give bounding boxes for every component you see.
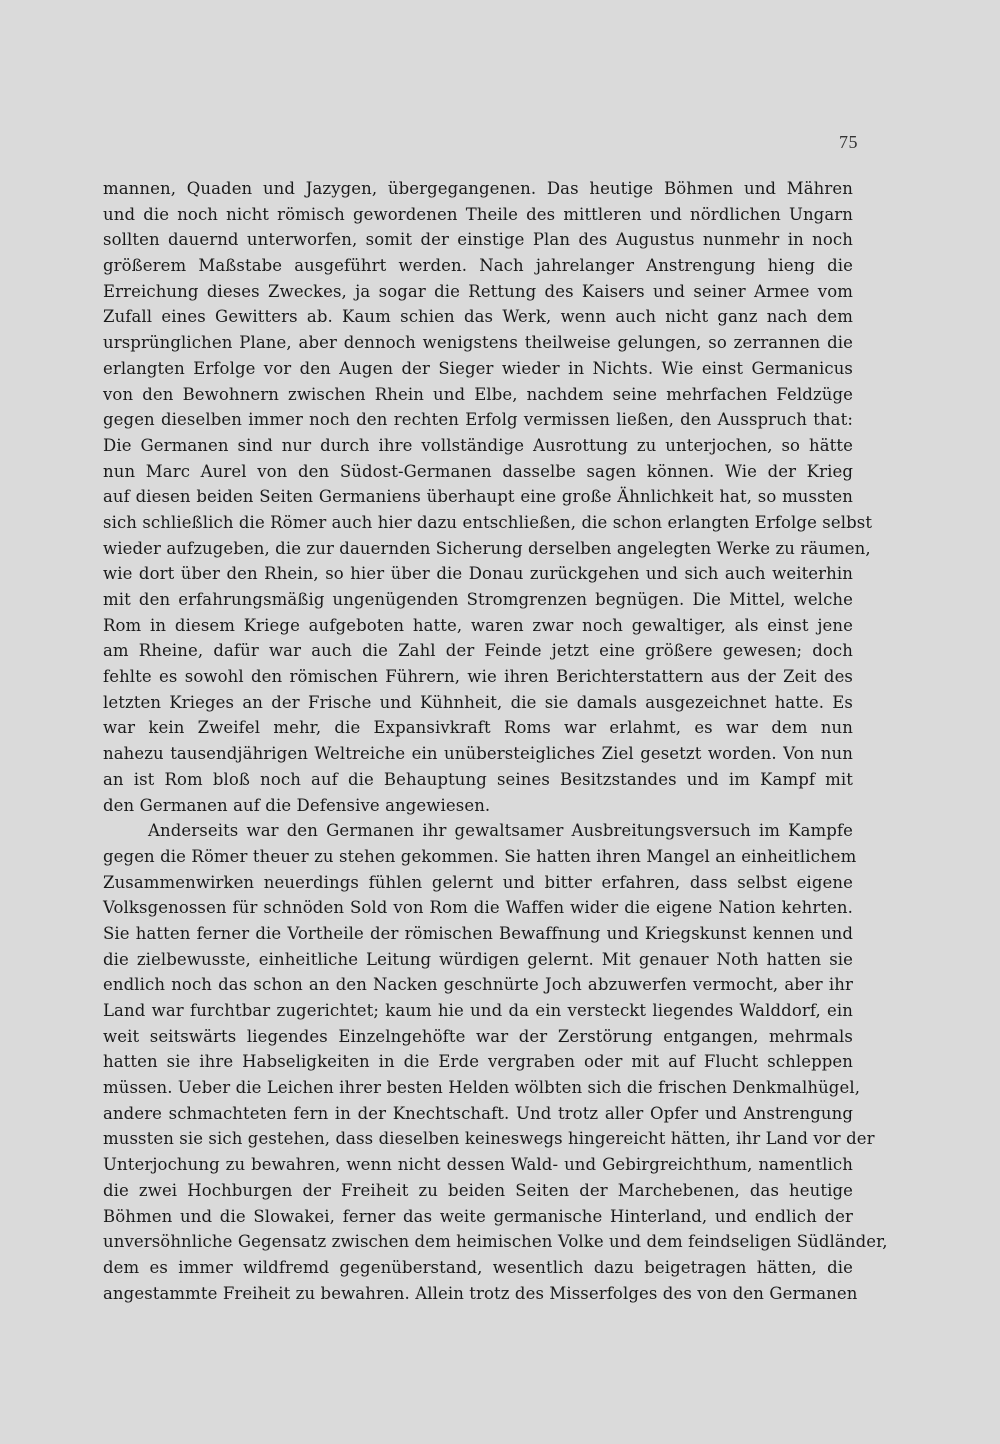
text-line: größerem Maßstabe ausgeführt werden. Nach jahrelanger Anstrengung hieng die <box>103 256 853 276</box>
text-line: dem es immer wildfremd gegenüberstand, wesentlich dazu beigetragen hätten, die <box>103 1257 853 1277</box>
text-line: andere schmachteten fern in der Knechtschaft. Und trotz aller Opfer und Anstrengung <box>103 1103 853 1123</box>
text-line: ursprünglichen Plane, aber dennoch wenigstens theilweise gelungen, so zerrannen die <box>103 333 853 353</box>
text-line: von den Bewohnern zwischen Rhein und Elbe, nachdem seine mehrfachen Feldzüge <box>103 384 853 404</box>
text-line: Böhmen und die Slowakei, ferner das weite germanische Hinterland, und endlich der <box>103 1206 853 1226</box>
text-line: war kein Zweifel mehr, die Expansivkraft Roms war erlahmt, es war dem nun <box>103 718 853 738</box>
text-line: den Germanen auf die Defensive angewiesen. <box>103 795 491 815</box>
text-line: die zielbewusste, einheitliche Leitung würdigen gelernt. Mit genauer Noth hatten sie <box>103 949 853 969</box>
text-line: erlangten Erfolge vor den Augen der Sieger wieder in Nichts. Wie einst Germanicus <box>103 358 853 378</box>
paragraph <box>103 176 873 818</box>
text-line: Land war furchtbar zugerichtet; kaum hie und da ein versteckt liegendes Walddorf, ein <box>103 1001 853 1020</box>
text-line: unversöhnliche Gegensatz zwischen dem heimischen Volke und dem feindseligen Südländer, <box>103 1232 888 1252</box>
text-line: am Rheine, dafür war auch die Zahl der Feinde jetzt eine größere gewesen; doch <box>103 641 853 661</box>
text-line: Unterjochung zu bewahren, wenn nicht dessen Wald- und Gebirgreichthum, namentlich <box>103 1155 853 1175</box>
text-line: letzten Krieges an der Frische und Kühnheit, die sie damals ausgezeichnet hatte. Es <box>103 692 853 712</box>
text-line: Zufall eines Gewitters ab. Kaum schien das Werk, wenn auch nicht ganz nach dem <box>103 307 853 327</box>
text-line: Anderseits war den Germanen ihr gewaltsamer Ausbreitungsversuch im Kampfe <box>148 821 853 841</box>
text-line: Zusammenwirken neuerdings fühlen gelernt und bitter erfahren, dass selbst eigene <box>103 872 853 892</box>
text-line: gegen dieselben immer noch den rechten Erfolg vermissen ließen, den Ausspruch that: <box>103 410 853 430</box>
text-line: mussten sie sich gestehen, dass dieselben keineswegs hingereicht hätten, ihr Land vor der <box>103 1129 875 1149</box>
text-line: gegen die Römer theuer zu stehen gekommen. Sie hatten ihren Mangel an einheitlichem <box>103 846 857 866</box>
text-line: mit den erfahrungsmäßig ungenügenden Stromgrenzen begnügen. Die Mittel, welche <box>103 590 853 609</box>
text-line: wie dort über den Rhein, so hier über die Donau zurückgehen und sich auch weiterhin <box>103 564 853 584</box>
page-number: 75 <box>839 132 858 152</box>
paragraph <box>103 818 888 1306</box>
text-line: hatten sie ihre Habseligkeiten in die Erde vergraben oder mit auf Flucht schleppen <box>103 1052 853 1072</box>
text-line: sollten dauernd unterworfen, somit der einstige Plan des Augustus nunmehr in noch <box>103 230 853 250</box>
text-line: Die Germanen sind nur durch ihre vollständige Ausrottung zu unterjochen, so hätte <box>103 435 853 455</box>
text-line: angestammte Freiheit zu bewahren. Allein trotz des Misserfolges des von den Germanen <box>103 1283 858 1303</box>
text-line: Erreichung dieses Zweckes, ja sogar die Rettung des Kaisers und seiner Armee vom <box>103 281 853 301</box>
text-line: nun Marc Aurel von den Südost-Germanen dasselbe sagen können. Wie der Krieg <box>103 461 853 481</box>
text-line: Rom in diesem Kriege aufgeboten hatte, waren zwar noch gewaltiger, als einst jene <box>103 615 853 635</box>
text-line: die zwei Hochburgen der Freiheit zu beiden Seiten der Marchebenen, das heutige <box>103 1180 853 1200</box>
text-line: und die noch nicht römisch gewordenen Theile des mittleren und nördlichen Ungarn <box>103 204 853 224</box>
text-line: müssen. Ueber die Leichen ihrer besten Helden wölbten sich die frischen Denkmalhügel, <box>103 1078 861 1098</box>
text-line: sich schließlich die Römer auch hier dazu entschließen, die schon erlangten Erfolge selbst <box>103 512 873 532</box>
text-line: nahezu tausendjährigen Weltreiche ein unübersteigliches Ziel gesetzt worden. Von nun <box>103 744 853 764</box>
text-line: an ist Rom bloß noch auf die Behauptung seines Besitzstandes und im Kampf mit <box>103 769 853 789</box>
text-line: auf diesen beiden Seiten Germaniens überhaupt eine große Ähnlichkeit hat, so mussten <box>103 487 853 507</box>
text-line: endlich noch das schon an den Nacken geschnürte Joch abzuwerfen vermocht, aber ihr <box>103 975 853 995</box>
text-line: wieder aufzugeben, die zur dauernden Sicherung derselben angelegten Werke zu räumen, <box>103 538 871 558</box>
text-line: mannen, Quaden und Jazygen, übergegangenen. Das heutige Böhmen und Mähren <box>103 179 853 198</box>
text-line: weit seitswärts liegendes Einzelngehöfte war der Zerstörung entgangen, mehrmals <box>103 1026 853 1046</box>
text-line: fehlte es sowohl den römischen Führern, wie ihren Berichterstattern aus der Zeit des <box>103 667 853 687</box>
body-text <box>103 176 888 1306</box>
text-line: Volksgenossen für schnöden Sold von Rom die Waffen wider die eigene Nation kehrten. <box>103 898 853 918</box>
text-line: Sie hatten ferner die Vortheile der römischen Bewaffnung und Kriegskunst kennen und <box>103 923 853 943</box>
